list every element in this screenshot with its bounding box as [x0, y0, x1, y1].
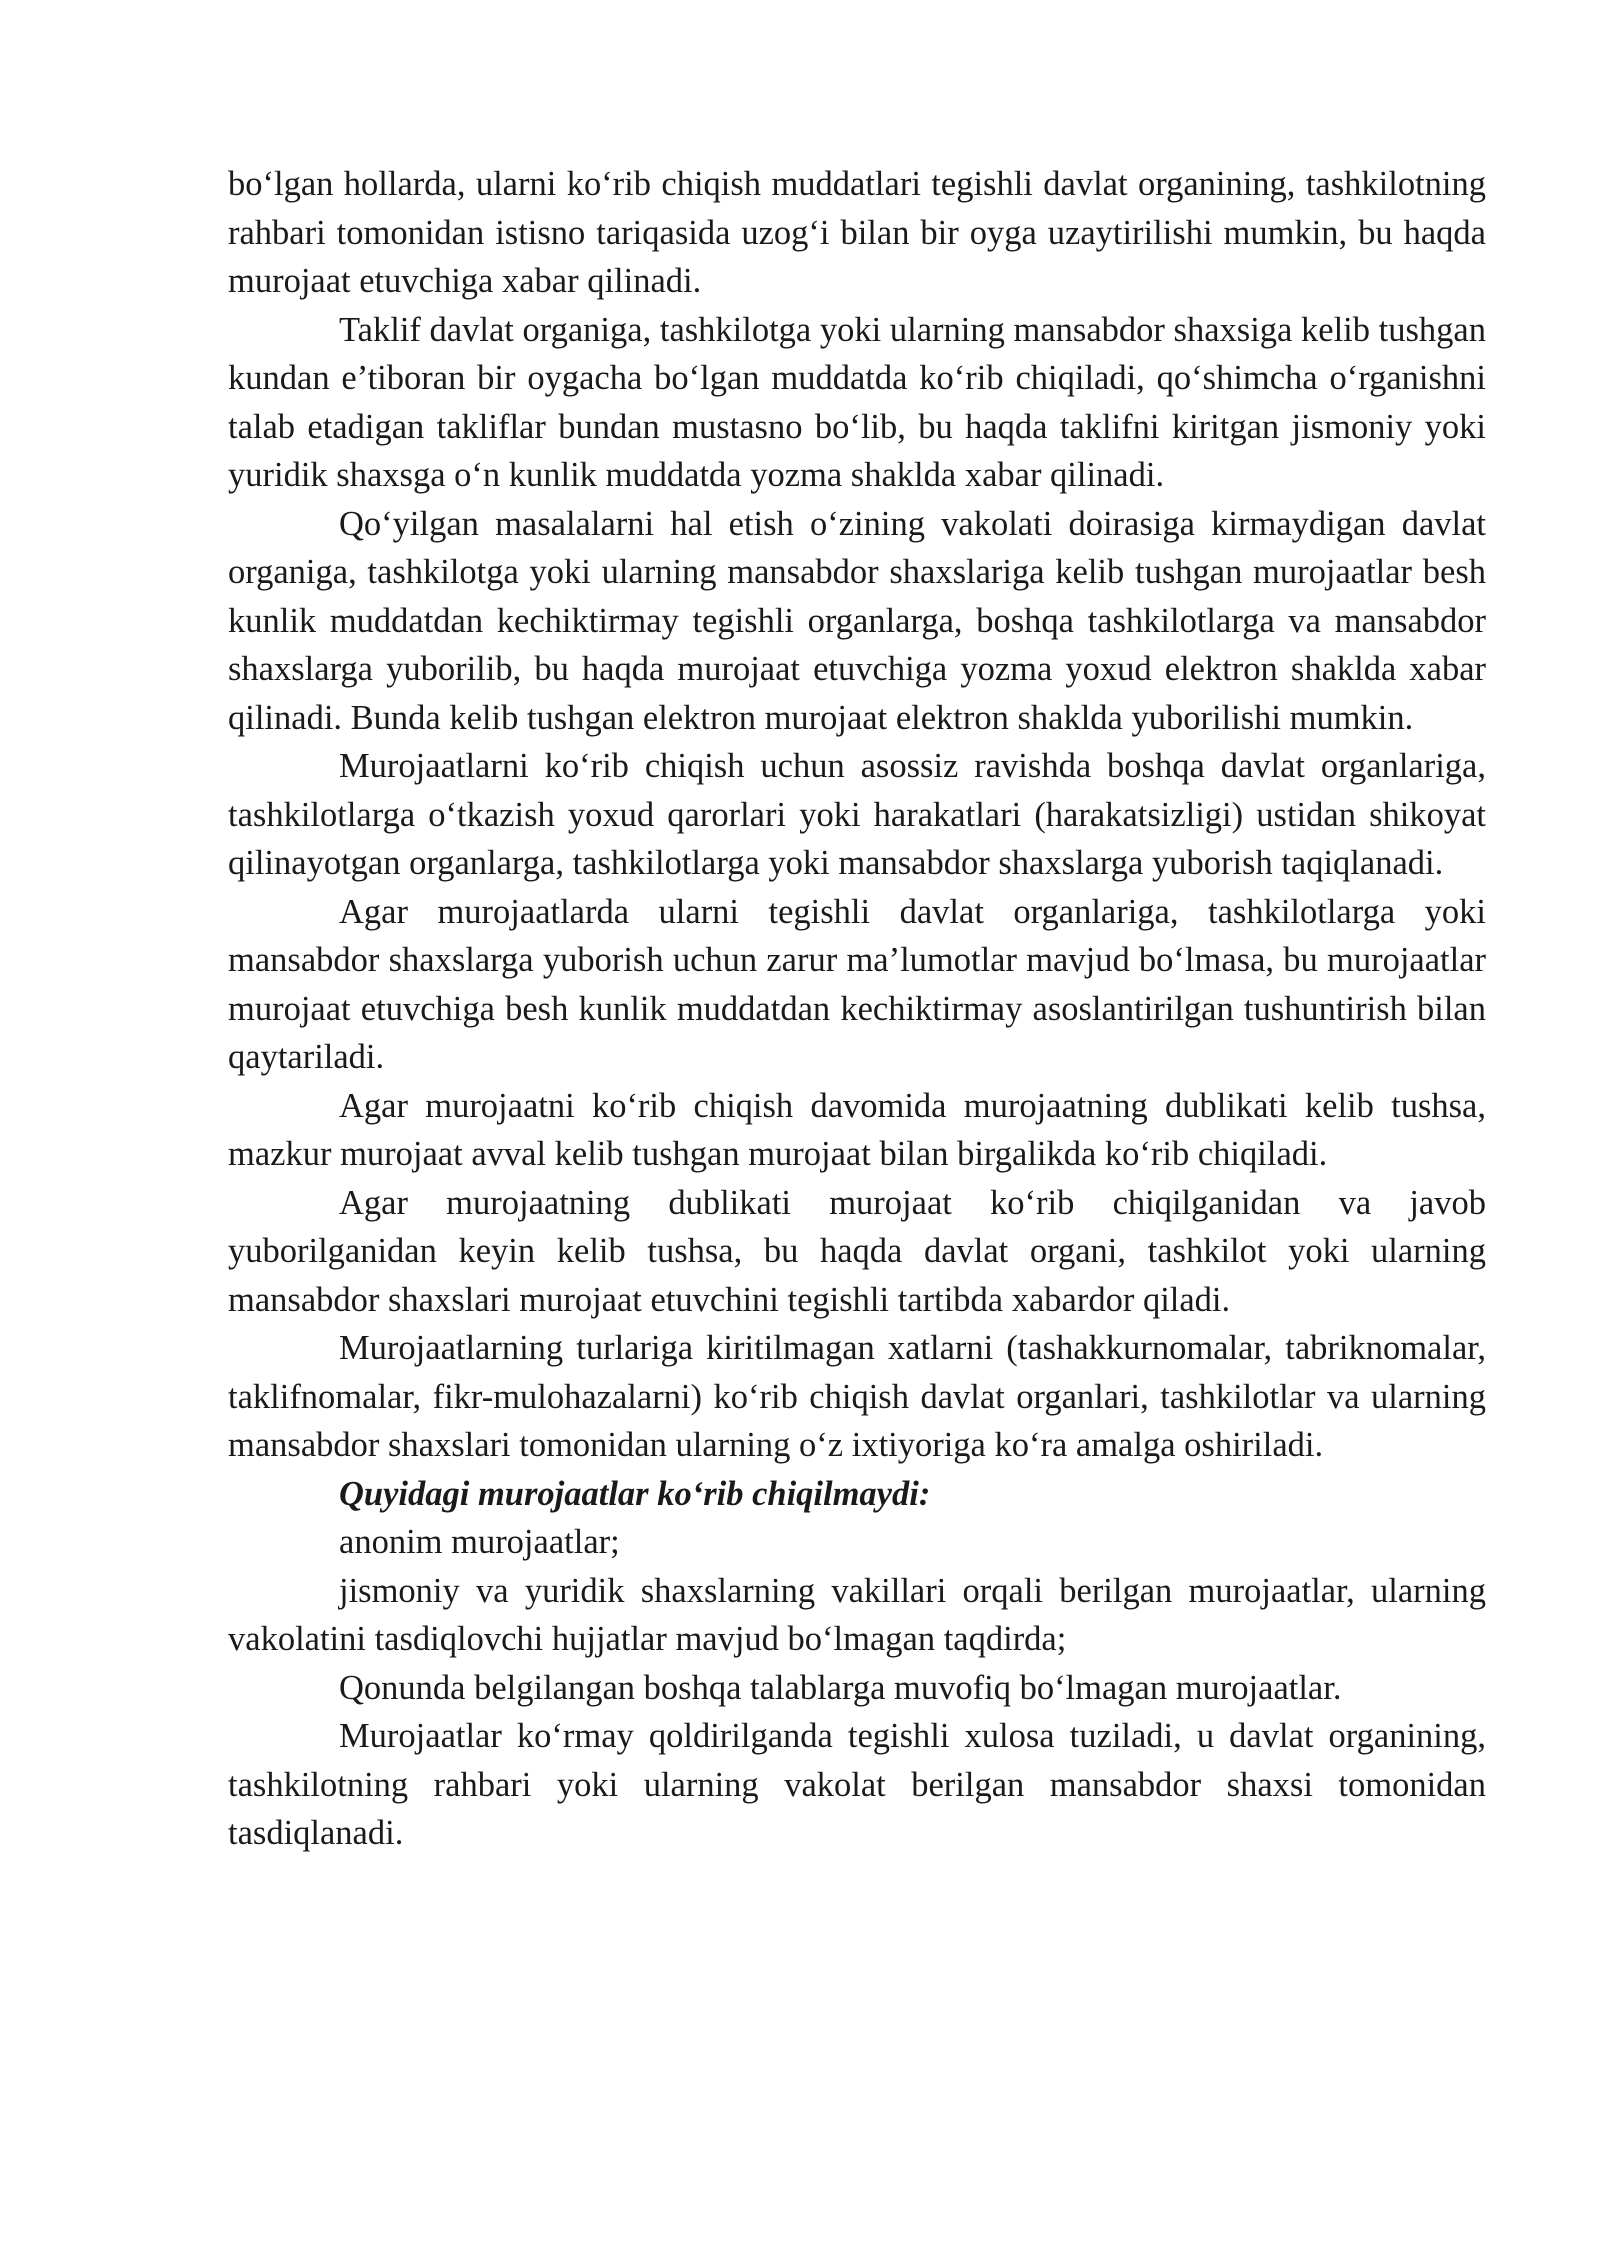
paragraph-closing: Murojaatlar ko‘rmay qoldirilganda tegishli xulosa tuziladi, u davlat organining, tashkilotning rahbari yoki ularning vakolat berilgan mansabdor shaxsi tomonidan tasdiqlanadi. [228, 1717, 1486, 1852]
document-page [228, 160, 1486, 1858]
list-item: Qonunda belgilangan boshqa talablarga muvofiq bo‘lmagan murojaatlar. [339, 1668, 1342, 1707]
paragraph-duplicate-after: Agar murojaatning dublikati murojaat ko‘rib chiqilganidan va javob yuborilganidan keyin kelib tushsa, bu haqda davlat organi, tashkilot yoki ularning mansabdor shaxslari murojaat etuvchini tegishli tartibda xabardor qiladi. [228, 1183, 1486, 1319]
paragraph-duplicate-during: Agar murojaatni ko‘rib chiqish davomida murojaatning dublikati kelib tushsa, mazkur murojaat avval kelib tushgan murojaat bilan birgalikda ko‘rib chiqiladi. [228, 1086, 1486, 1173]
paragraph-prohibition: Murojaatlarni ko‘rib chiqish uchun asossiz ravishda boshqa davlat organlariga, tashkilotlarga o‘tkazish yoxud qarorlari yoki harakatlari (harakatsizligi) ustidan shikoyat qilinayotgan organlarga, tashkilotlarga yoki mansabdor shaxslarga yuborish taqiqlanadi. [228, 747, 1486, 882]
paragraph-proposal: Taklif davlat organiga, tashkilotga yoki ularning mansabdor shaxsiga kelib tushgan kundan e’tiboran bir oygacha bo‘lgan muddatda ko‘rib chiqiladi, qo‘shimcha o‘rganishni talab etadigan takliflar bundan mustasno bo‘lib, bu haqda taklifni kiritgan jismoniy yoki yuridik shaxsga o‘n kunlik muddatda yozma shaklda xabar qilinadi. [228, 310, 1486, 494]
paragraph-other-letters: Murojaatlarning turlariga kiritilmagan xatlarni (tashakkurnomalar, tabriknomalar, taklifnomalar, fikr-mulohazalarni) ko‘rib chiqish davlat organlari, tashkilotlar va ularning mansabdor shaxslari tomonidan ularning o‘z ixtiyoriga ko‘ra amalga oshiriladi. [228, 1329, 1486, 1464]
list-item: anonim murojaatlar; [339, 1523, 620, 1561]
list-item: jismoniy va yuridik shaxslarning vakillari orqali berilgan murojaatlar, ularning vakolatini tasdiqlovchi hujjatlar mavjud bo‘lmagan taqdirda; [228, 1571, 1486, 1658]
section-heading: Quyidagi murojaatlar ko‘rib chiqilmaydi: [339, 1474, 931, 1513]
paragraph-continuation: bo‘lgan hollarda, ularni ko‘rib chiqish muddatlari tegishli davlat organining, tashkilotning rahbari tomonidan istisno tariqasida uzog‘i bilan bir oyga uzaytirilishi mumkin, bu haqda murojaat etuvchiga xabar qilinadi. [228, 165, 1486, 300]
paragraph-return: Agar murojaatlarda ularni tegishli davlat organlariga, tashkilotlarga yoki mansabdor shaxslarga yuborish uchun zarur ma’lumotlar mavjud bo‘lmasa, bu murojaatlar murojaat etuvchiga besh kunlik muddatdan kechiktirmay asoslantirilgan tushuntirish bilan qaytariladi. [228, 892, 1486, 1076]
paragraph-outside-competence: Qo‘yilgan masalalarni hal etish o‘zining vakolati doirasiga kirmaydigan davlat organiga, tashkilotga yoki ularning mansabdor shaxslariga kelib tushgan murojaatlar besh kunlik muddatdan kechiktirmay tegishli organlarga, boshqa tashkilotlarga va mansabdor shaxslarga yuborilib, bu haqda murojaat etuvchiga yozma yoxud elektron shaklda xabar qilinadi. Bunda kelib tushgan elektron murojaat elektron shaklda yuborilishi mumkin. [228, 504, 1486, 737]
